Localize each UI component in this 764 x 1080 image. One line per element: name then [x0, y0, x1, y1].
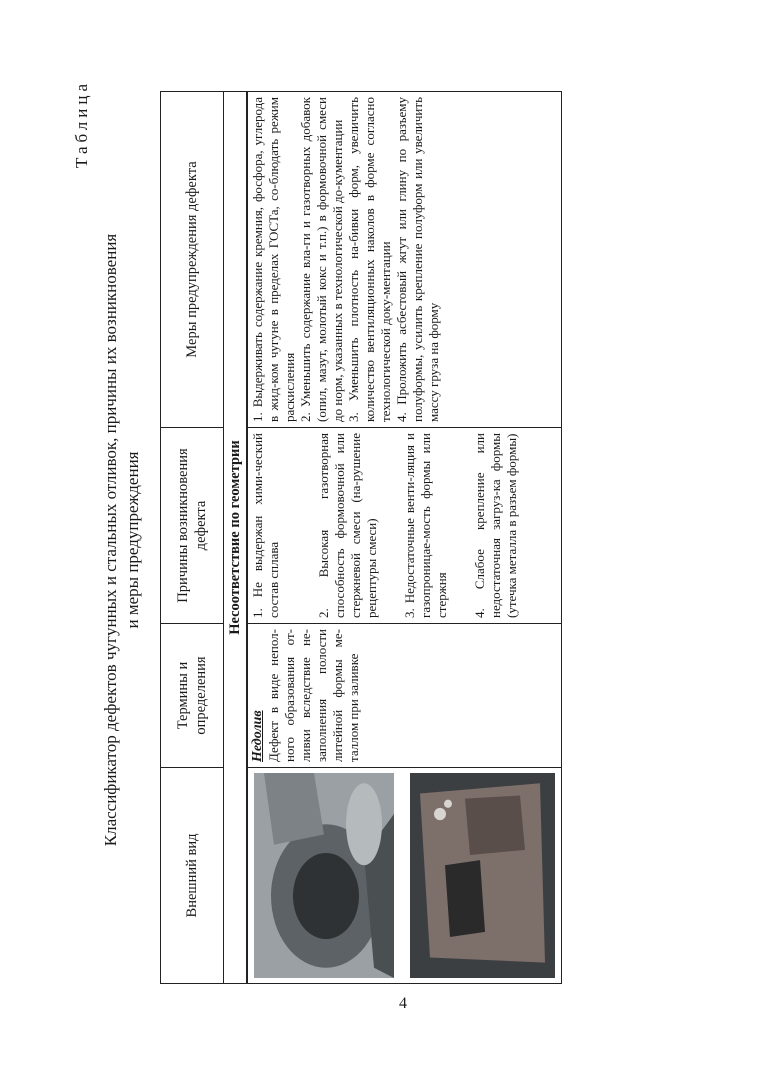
cause-4: 4. Слабое крепление или недостаточная загруз-ка формы (утечка металла в разъем формы) [472, 433, 519, 618]
title-line-2: и меры предупреждения [123, 451, 142, 629]
casting-photo-2 [410, 773, 555, 978]
col-header-terms: Термины и определения [161, 624, 224, 768]
measure-3: 3. Уменьшить плотность на-бивки форм, увеличить количество вентиляционных наколов в форме согласно технологической доку-ментации [346, 97, 393, 422]
defect-name: Недолив [250, 710, 265, 762]
rotated-page [72, 40, 692, 1040]
cause-1: 1. Не выдержан хими-ческий состав сплава [250, 433, 281, 618]
title-line-1: Классификатор дефектов чугунных и стальных отливок, причины их возникновения [101, 233, 120, 847]
col-header-measures: Меры предупреждения дефекта [161, 92, 224, 428]
term-cell [247, 624, 562, 768]
table-label: Таблица [72, 80, 91, 168]
col-header-causes: Причины возникновения дефекта [161, 428, 224, 624]
defect-table [160, 91, 562, 984]
defect-row [247, 92, 562, 984]
measure-1: 1. Выдерживать содержание кремния, фосфора, углерода в жид-ком чугуне в пределах ГОСТа, со-блюдать режим раскисления [250, 97, 297, 422]
page-number: 4 [399, 995, 408, 1012]
appearance-cell [247, 768, 562, 984]
causes-cell [247, 428, 562, 624]
cause-3: 3. Недостаточные венти-ляция и газопроницае-мость формы или стержня [402, 433, 449, 618]
measure-4: 4. Проложить асбестовый жгут или глину по разъему полуформы, усилить крепление полуформ или увеличить массу груза на форму [394, 97, 441, 422]
casting-photo-1 [254, 773, 394, 978]
section-row [224, 92, 248, 984]
table-title [100, 40, 144, 1040]
col-header-appearance: Внешний вид [161, 768, 224, 984]
section-title: Несоответствие по геометрии [224, 92, 248, 984]
measure-2: 2. Уменьшить содержание вла-ги и газотворных добавок (опил, мазут, молотый кокс и т.п.) в формовочной смеси до норм, указанных в технологической до-кументации [298, 97, 345, 422]
defect-definition: Дефект в виде непол-ного образования от-ливки вследствие не-заполнения полости литейной формы ме-таллом при заливке [266, 629, 361, 762]
measures-cell [247, 92, 562, 428]
header-row [161, 92, 224, 984]
cause-2: 2. Высокая газотворная способность формовочной или стержневой смеси (на-рушение рецептуры смеси) [316, 433, 379, 618]
